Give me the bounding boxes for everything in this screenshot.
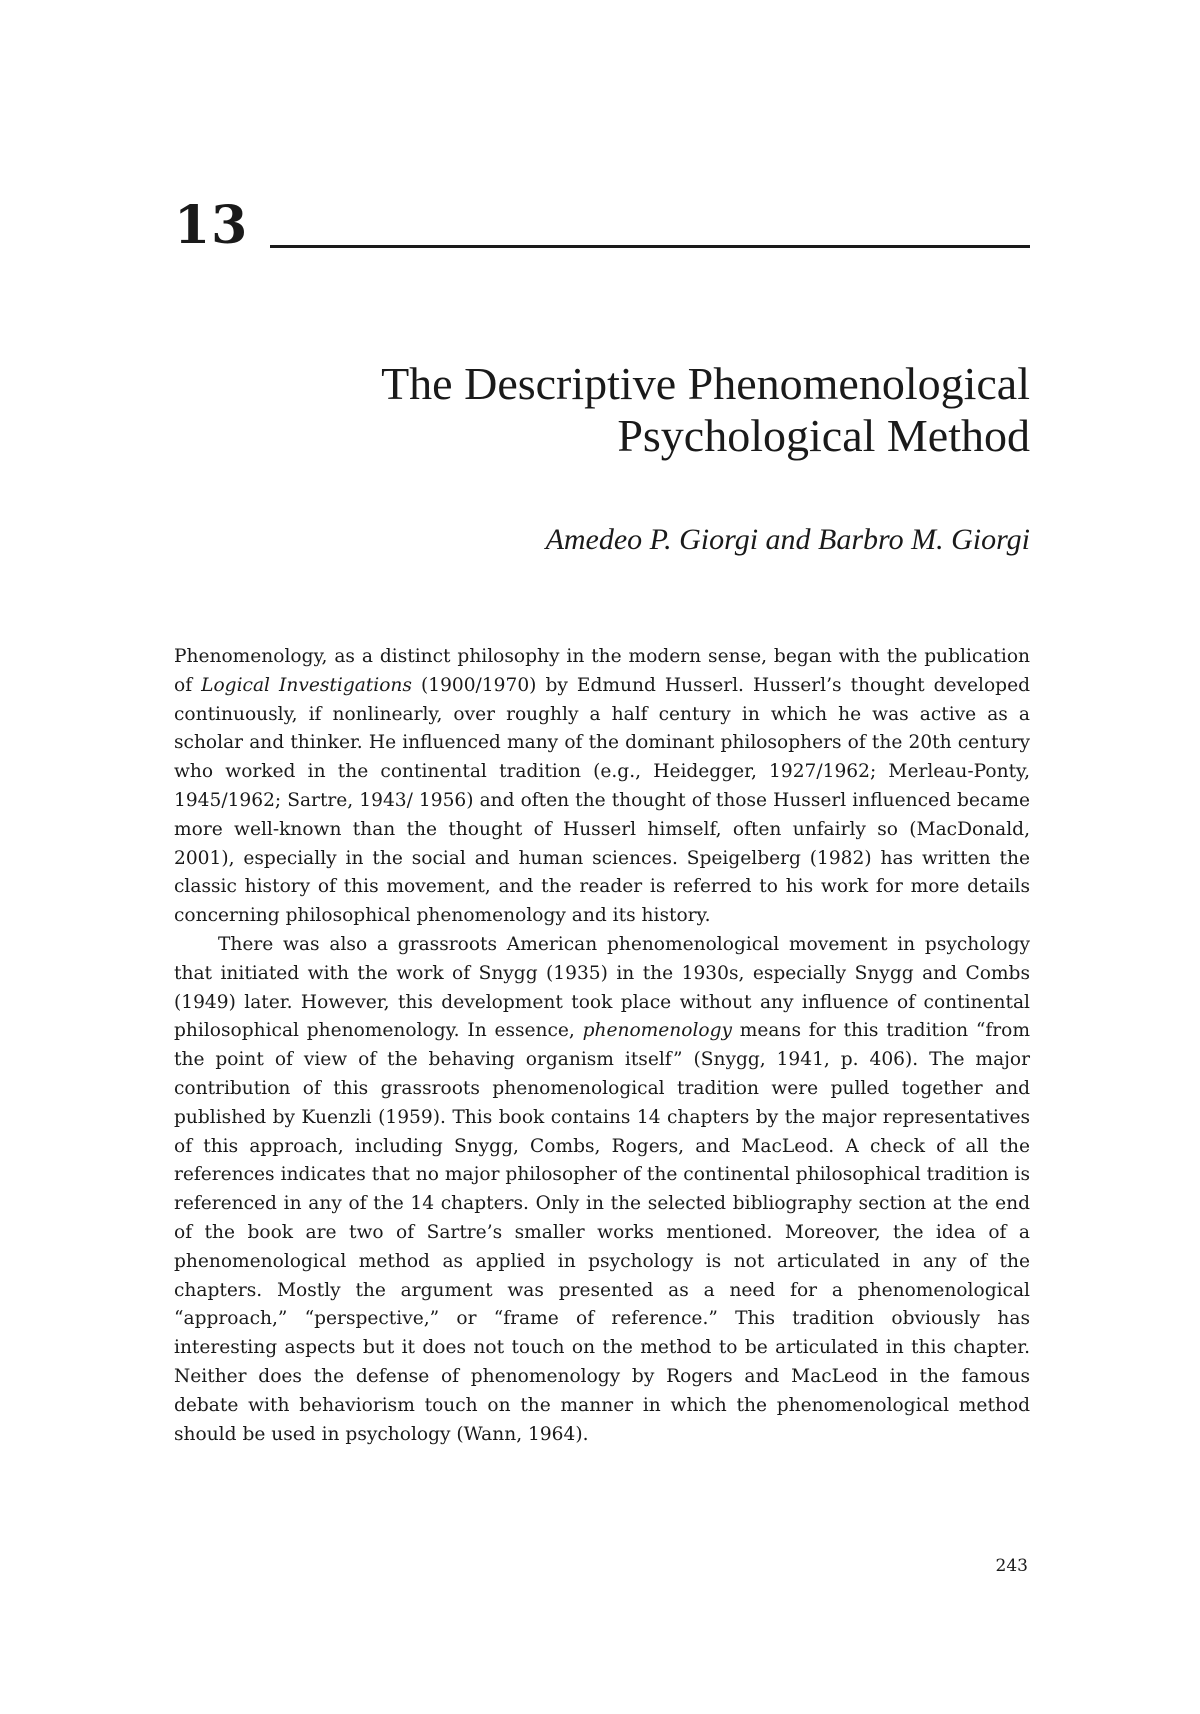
paragraph-1-text-b: (1900/1970) by Edmund Husserl. Husserl’s thought developed continuously, if nonlinearly, over roughly a half century in which he was active as a scholar and thinker. He influenced many of the dominant philosophers of the 20th century who worked in the continental tradition (e.g., Heidegger, 1927/1962; Merleau-Ponty, 1945/1962; Sartre, 1943/ 1956) and often the thought of those Husserl influenced became more well-known than the thought of Husserl himself, often unfairly so (MacDonald, 2001), especially in the social and human sciences. Speigelberg (1982) has written the classic history of this movement, and the reader is referred to his work for more details concerning philosophical phenomenology and its history. (174, 674, 1030, 927)
body-text (174, 643, 1030, 1449)
paragraph-2-text-b: means for this tradition “from the point of view of the behaving organism itself” (Snygg, 1941, p. 406). The major contribution of this grassroots phenomenological tradition were pulled together and published by Kuenzli (1959). This book contains 14 chapters by the major representatives of this approach, including Snygg, Combs, Rogers, and MacLeod. A check of all the references indicates that no major philosopher of the continental philosophical tradition is referenced in any of the 14 chapters. Only in the selected bibliography section at the end of the book are two of Sartre’s smaller works mentioned. Moreover, the idea of a phenomenological method as applied in psychology is not articulated in any of the chapters. Mostly the argument was presented as a need for a phenomenological “approach,” “perspective,” or “frame of reference.” This tradition obviously has interesting aspects but it does not touch on the method to be articulated in this chapter. Neither does the defense of phenomenology by Rogers and MacLeod in the famous debate with behaviorism touch on the manner in which the phenomenological method should be used in psychology (Wann, 1964). (174, 1020, 1030, 1445)
chapter-authors: Amedeo P. Giorgi and Barbro M. Giorgi (545, 523, 1030, 556)
chapter-heading-rule (270, 245, 1030, 248)
page-number: 243 (995, 1556, 1028, 1576)
paragraph-2 (174, 931, 1030, 1449)
paragraph-2-text-a: There was also a grassroots American phenomenological movement in psychology that initiated with the work of Snygg (1935) in the 1930s, especially Snygg and Combs (1949) later. However, this development took place without any influence of continental philosophical phenomenology. In essence, (174, 933, 1030, 1042)
paragraph-1-text-a: Phenomenology, as a distinct philosophy in the modern sense, began with the publication of (174, 646, 1030, 696)
chapter-title (200, 358, 1030, 462)
emphasized-term: phenomenology (582, 1020, 733, 1042)
chapter-number: 13 (174, 195, 249, 256)
chapter-title-line-1: The Descriptive Phenomenological (381, 358, 1030, 409)
cited-work-title: Logical Investigations (201, 674, 412, 696)
chapter-title-line-2: Psychological Method (617, 410, 1030, 461)
paragraph-1 (174, 643, 1030, 931)
